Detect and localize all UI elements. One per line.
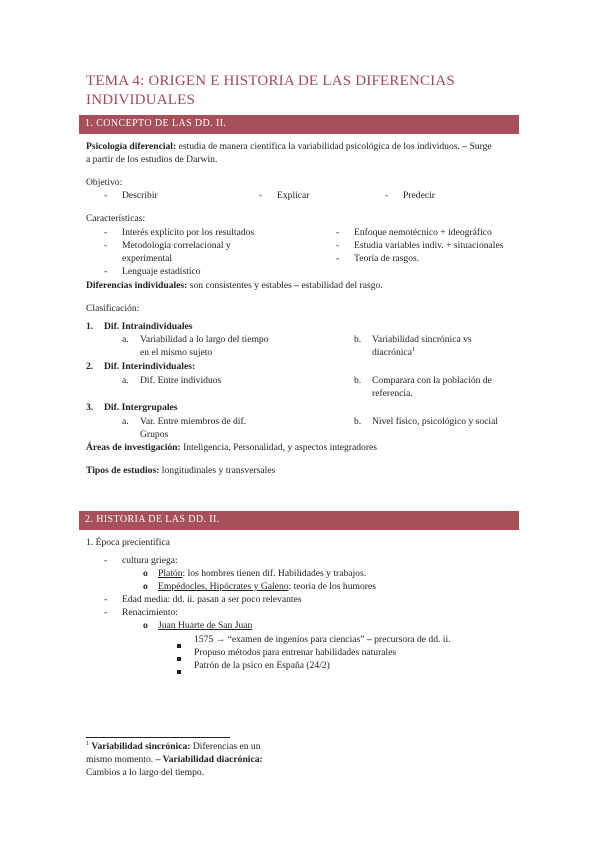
caracteristicas-label: Características:	[86, 213, 146, 224]
clasif-1b-line1: Variabilidad sincrónica vs	[372, 334, 472, 345]
section-2-header: 2. HISTORIA DE LAS DD. II.	[79, 511, 519, 530]
page-title-line1: TEMA 4: ORIGEN E HISTORIA DE LAS DIFERENCIAS	[86, 73, 455, 89]
section-1-header: 1. CONCEPTO DE LAS DD. II.	[79, 115, 519, 134]
platon-text: : los hombres tienen dif. Habilidades y trabajos.	[182, 568, 367, 579]
circle-bullet-huarte: o	[143, 620, 148, 631]
objetivo-item-1: Describir	[122, 190, 158, 201]
clasif-3-num-text: 3.	[86, 402, 94, 413]
clasif-1a-marker: a.	[122, 334, 129, 345]
footnote-line1	[86, 740, 261, 753]
clasif-1b-line2	[372, 346, 415, 359]
square-bullet-icon	[177, 670, 181, 674]
objetivo-dash-1: -	[104, 190, 108, 201]
clasif-1a-line2: en el mismo sujeto	[140, 347, 213, 358]
platon-line	[158, 567, 366, 580]
clasif-2b-line2: referencia.	[372, 388, 413, 399]
clasif-3-label	[104, 401, 178, 414]
clasif-1a-line1: Variabilidad a lo largo del tiempo	[140, 334, 269, 345]
clasif-2-label-text: Dif. Interindividuales:	[104, 361, 196, 372]
dif-ind-text2: estabilidad del rasgo.	[299, 280, 383, 291]
footnote-label1: Variabilidad sincrónica:	[91, 741, 191, 752]
psicologia-dash: –	[462, 141, 468, 152]
empedocles-text: : teoría de los humores	[288, 581, 376, 592]
clasif-2b-marker: b.	[354, 375, 362, 386]
caract-dash-left-3: -	[104, 266, 108, 277]
page-title-line2: INDIVIDUALES	[86, 92, 196, 108]
dif-ind-label: Diferencias individuales:	[86, 280, 188, 291]
caract-dash-left-1: -	[104, 227, 108, 238]
objetivo-dash-3: -	[385, 190, 389, 201]
caract-dash-right-2: -	[336, 240, 340, 251]
tipos-text: longitudinales y transversales	[159, 465, 276, 476]
clasif-2-num-text: 2.	[86, 361, 94, 372]
dash-cultura: -	[104, 555, 108, 566]
psicologia-diferencial-line1	[86, 140, 492, 153]
diacronica-text: diacrónica	[372, 347, 412, 358]
huarte-item-1-post: precursora de dd. ii.	[371, 634, 451, 645]
objetivo-dash-2: -	[259, 190, 263, 201]
tipos-label: Tipos de estudios:	[86, 465, 160, 476]
cultura-griega: cultura griega:	[122, 555, 178, 566]
caract-left-1: Interés explícito por los resultados	[122, 227, 255, 238]
huarte-item-2: Propuso métodos para entrenar habilidades naturales	[194, 647, 397, 658]
diferencias-individuales	[86, 279, 383, 292]
footnote-marker: 1	[86, 740, 89, 747]
dif-ind-dash: –	[294, 280, 300, 291]
huarte-item-3: Patrón de la psico en España (24/2)	[194, 660, 330, 671]
clasif-1-label-text: Dif. Intraindividuales	[104, 321, 193, 332]
platon-name: Platón	[158, 568, 183, 579]
caract-right-1: Enfoque nemotécnico + ideográfico	[354, 227, 492, 238]
objetivo-item-3: Predecir	[403, 190, 435, 201]
clasif-1b-marker: b.	[354, 334, 362, 345]
huarte-name: Juan Huarte de San Juan	[158, 620, 253, 631]
footnote-line3: Cambios a lo largo del tiempo.	[86, 767, 205, 778]
caract-dash-right-1: -	[336, 227, 340, 238]
footnote-text1: Diferencias en un	[190, 741, 261, 752]
dash-renacimiento: -	[104, 607, 108, 618]
clasif-3a-line1: Var. Entre miembros de dif.	[140, 416, 247, 427]
psicologia-text2: Surge	[467, 141, 492, 152]
footnote-line2-bold: – Variabilidad diacrónica:	[155, 754, 263, 765]
clasif-2-num	[86, 360, 93, 373]
psicologia-label: Psicología diferencial:	[86, 141, 177, 152]
objetivo-label: Objetivo:	[86, 177, 123, 188]
caract-left-3: Lenguaje estadístico	[122, 266, 201, 277]
objetivo-item-2: Explicar	[277, 190, 310, 201]
square-bullet-icon	[177, 644, 181, 648]
dash-edad-media: -	[104, 594, 108, 605]
clasif-2a-line1: Dif. Entre individuos	[140, 375, 222, 386]
clasif-1-label	[104, 320, 193, 333]
tipos-estudios	[86, 464, 275, 477]
huarte-item-1-pre: 1575 → “examen de ingenios para ciencias”	[194, 634, 367, 645]
empedocles-name: Empédocles, Hipócrates y Galeno	[158, 581, 289, 592]
epoca-precientifica: 1. Época precientífica	[86, 537, 170, 548]
psicologia-diferencial-line2: a partir de los estudios de Darwin.	[86, 154, 218, 165]
footnote-separator	[86, 737, 230, 738]
caract-right-3: Teoría de rasgos.	[354, 253, 420, 264]
footnote-line2	[86, 753, 263, 766]
circle-bullet-platon: o	[143, 568, 148, 579]
huarte-line	[158, 619, 252, 632]
square-bullet-3	[177, 663, 181, 681]
footnote-line2-text: mismo momento.	[86, 754, 156, 765]
caract-left-2: Metodología correlacional y	[122, 240, 231, 251]
clasificacion-label: Clasificación:	[86, 303, 140, 314]
clasif-3b-marker: b.	[354, 416, 362, 427]
dif-ind-text: son consistentes y estables	[187, 280, 295, 291]
circle-bullet-empedocles: o	[143, 581, 148, 592]
clasif-2-label	[104, 360, 195, 373]
square-bullet-icon	[177, 657, 181, 661]
caract-left-2b: experimental	[122, 253, 173, 264]
empedocles-line	[158, 580, 376, 593]
areas-text: Inteligencia, Personalidad, y aspectos integradores	[180, 442, 378, 453]
clasif-3b-line1: Nivel físico, psicológico y social	[372, 416, 499, 427]
caract-dash-left-2: -	[104, 240, 108, 251]
huarte-item-1-dash: –	[366, 634, 372, 645]
edad-media: Edad media: dd. ii. pasan a ser poco relevantes	[122, 594, 302, 605]
areas-label: Áreas de investigación:	[86, 442, 181, 453]
footnote-ref-1[interactable]: 1	[411, 346, 415, 353]
huarte-item-1	[194, 633, 451, 646]
caract-dash-right-3: -	[336, 253, 340, 264]
clasif-3a-line2: Grupos	[140, 429, 169, 440]
areas-investigacion	[86, 441, 377, 454]
clasif-1-num	[86, 320, 93, 333]
clasif-1-num-text: 1.	[86, 321, 94, 332]
clasif-3a-marker: a.	[122, 416, 129, 427]
clasif-3-num	[86, 401, 93, 414]
clasif-3-label-text: Dif. Intergrupales	[104, 402, 178, 413]
clasif-2b-line1: Comparara con la población de	[372, 375, 492, 386]
clasif-2a-marker: a.	[122, 375, 129, 386]
psicologia-text: estudia de manera científica la variabilidad psicológica de los individuos.	[176, 141, 463, 152]
caract-right-2: Estudia variables indiv. + situacionales	[354, 240, 504, 251]
renacimiento: Renacimiento:	[122, 607, 178, 618]
